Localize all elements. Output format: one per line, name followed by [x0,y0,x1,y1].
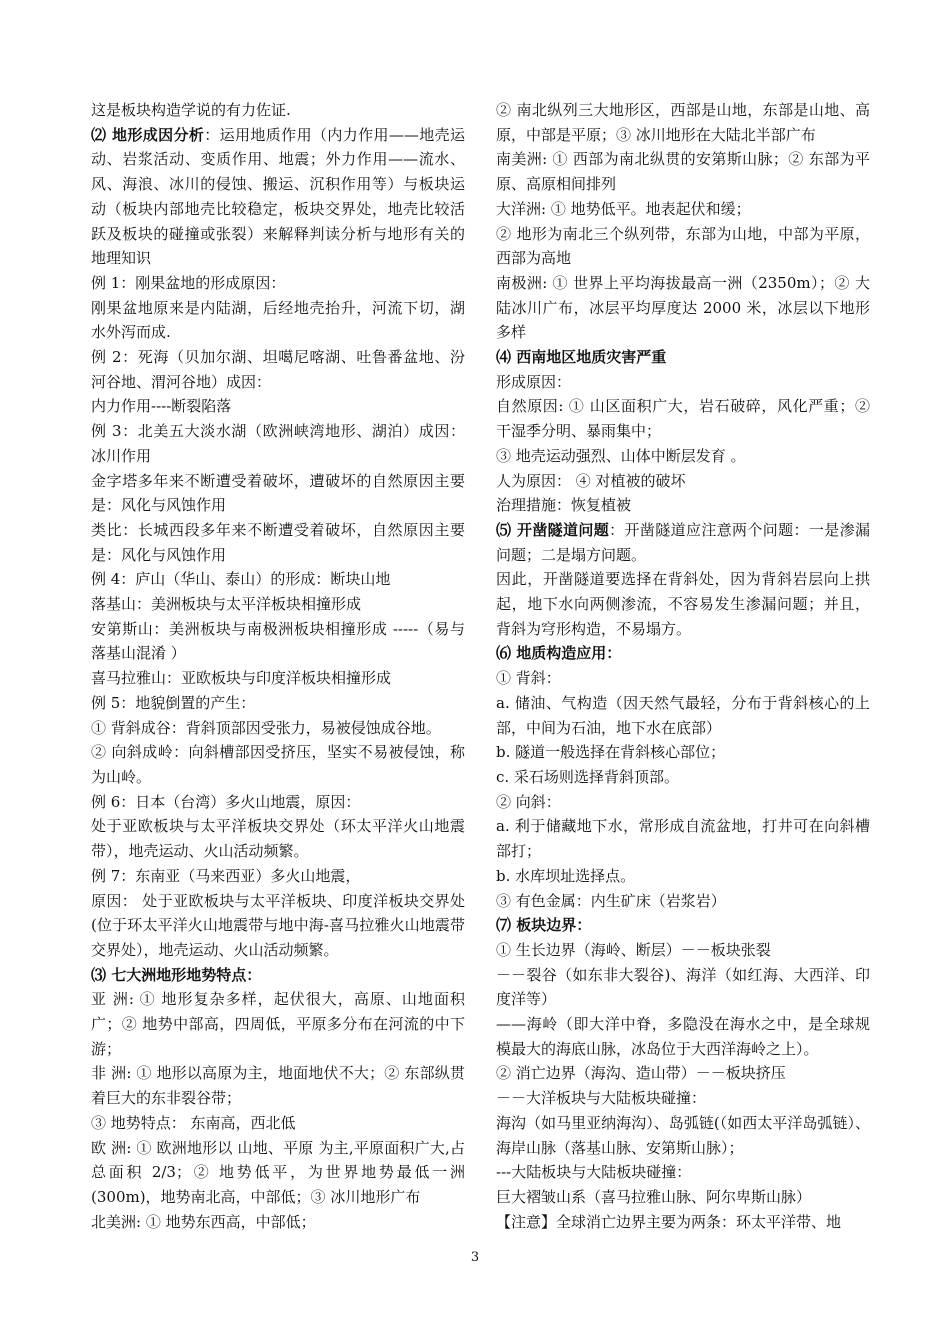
paragraph [91,98,465,123]
paragraph [91,691,465,716]
paragraph-text: 欧 洲: ① 欧洲地形以 山地、平原 为主,平原面积广大,占总面积 2/3；② 地势低平，为世界地势最低一洲(300m)，地势南北高，中部低；③ 冰川地形广布 [91,1138,465,1206]
paragraph [496,1086,870,1111]
paragraph [496,1061,870,1086]
paragraph-text: a. 利于储藏地下水，常形成自流盆地，打井可在向斜槽部打； [496,817,870,861]
paragraph-text: 【注意】全球消亡边界主要为两条：环太平洋带、地 [496,1212,842,1231]
paragraph-text: ② 向斜成岭：向斜槽部因受挤压，坚实不易被侵蚀，称为山岭。 [91,743,465,786]
paragraph-text: 南美洲: ① 西部为南北纵贯的安第斯山脉；② 东部为平原、高原相间排列 [496,150,870,194]
paragraph-text: 例 3：北美五大淡水湖（欧洲峡湾地形、湖泊）成因：冰川作用 [91,422,465,465]
paragraph [91,889,465,963]
paragraph [496,1160,870,1185]
paragraph-text: ：运用地质作用（内力作用——地壳运动、岩浆活动、变质作用、地震；外力作用——流水、风、海浪、冰川的侵蚀、搬运、沉积作用等）与板块运动（板块内部地壳比较稳定，板块交界处，地壳比较活跃及板块的碰撞或张裂）来解释判读分析与地形有关的地理知识 [91,125,465,268]
paragraph-text: 自然原因: ① 山区面积广大，岩石破碎，风化严重；② 干湿季分明、暴雨集中； [496,397,870,441]
paragraph-text: ② 地形为南北三个纵列带，东部为山地，中部为平原，西部为高地 [496,224,870,268]
paragraph-text: ① 背斜： [496,669,561,688]
paragraph-text: ---大陆板块与大陆板块碰撞： [496,1163,692,1182]
paragraph-text: a. 储油、气构造（因天然气最轻，分布于背斜核心的上部，中间为石油，地下水在底部） [496,693,870,737]
paragraph [91,864,465,889]
section-heading: ⑶ 七大洲地形地势特点： [91,965,262,984]
paragraph [496,370,870,395]
paragraph [496,1210,870,1235]
paragraph [496,271,870,345]
paragraph [496,765,870,790]
paragraph-text: 形成原因： [496,372,572,391]
paragraph-text: 内力作用----断裂陷落 [91,397,232,416]
paragraph [91,617,465,666]
paragraph [496,1111,870,1160]
paragraph [91,518,465,567]
section-paragraph [91,123,465,271]
paragraph-text: ② 南北纵列三大地形区，西部是山地，东部是山地、高原，中部是平原；③ 冰川地形在大陆北半部广布 [496,101,870,144]
paragraph [91,1061,465,1110]
paragraph-text: 喜马拉雅山：亚欧板块与印度洋板块相撞形成 [91,669,392,688]
paragraph-text: 大洋洲: ① 地势低平。地表起伏和缓； [496,199,751,218]
section-paragraph [496,641,870,666]
paragraph-text: 南极洲: ① 世界上平均海拔最高一洲（2350m）；② 大陆冰川广布，冰层平均厚度达 2000 米，冰层以下地形多样 [496,273,870,342]
paragraph [91,271,465,296]
paragraph-text: 人为原因： ④ 对植被的破坏 [496,471,686,490]
section-heading: ⑸ 开凿隧道问题 [496,520,610,539]
paragraph-text: 例 7：东南亚（马来西亚）多火山地震， [91,866,361,885]
paragraph [91,296,465,345]
paragraph [91,1111,465,1136]
paragraph-text: ：开凿隧道应注意两个问题：一是渗漏问题；二是塌方问题。 [496,520,870,564]
paragraph-text: 非 洲: ① 地形以高原为主，地面地伏不大；② 东部纵贯着巨大的东非裂谷带； [91,1064,465,1108]
paragraph-text: 安第斯山：美洲板块与南极洲板块相撞形成 -----（易与落基山混淆 ） [91,619,465,663]
paragraph-text: －－大洋板块与大陆板块碰撞： [496,1089,707,1108]
paragraph [496,691,870,740]
paragraph-text: 落基山：美洲板块与太平洋板块相撞形成 [91,595,362,614]
paragraph-text: 例 4：庐山（华山、泰山）的形成：断块山地 [91,570,391,589]
paragraph [91,592,465,617]
paragraph [496,864,870,889]
paragraph [91,987,465,1061]
page-number: 3 [470,1250,480,1265]
paragraph-text: ① 背斜成谷：背斜顶部因受张力，易被侵蚀成谷地。 [91,718,441,737]
paragraph-text: 治理措施：恢复植被 [496,496,632,515]
paragraph [496,493,870,518]
paragraph-text: 原因： 处于亚欧板块与太平洋板块、印度洋板块交界处(位于环太平洋火山地震带与地中海-喜马拉雅火山地震带交界处），地壳运动、火山活动频繁。 [91,891,465,959]
paragraph [496,394,870,443]
paragraph [91,716,465,741]
paragraph-text: 例 6：日本（台湾）多火山地震，原因： [91,792,361,811]
paragraph-text: b. 水库坝址选择点。 [496,866,636,885]
paragraph [496,740,870,765]
paragraph-text: 例 5：地貌倒置的产生： [91,693,256,712]
paragraph [91,345,465,394]
paragraph-text: ① 生长边界（海岭、断层）－－板块张裂 [496,940,771,959]
section-paragraph [496,345,870,370]
paragraph-text: 海沟（如马里亚纳海沟）、岛弧链(（如西太平洋岛弧链）、海岸山脉（落基山脉、安第斯山脉）； [496,1113,870,1157]
paragraph-text: 亚 洲: ① 地形复杂多样，起伏很大，高原、山地面积广；② 地势中部高，四周低，平原多分布在河流的中下游； [91,990,465,1058]
paragraph [496,567,870,641]
paragraph [496,444,870,469]
paragraph [91,1210,465,1235]
paragraph [496,889,870,914]
paragraph-text: ② 消亡边界（海沟、造山带）－－板块挤压 [496,1064,786,1083]
paragraph [496,938,870,963]
paragraph-text: b. 隧道一般选择在背斜核心部位； [496,743,726,762]
paragraph-text: ③ 地壳运动强烈、山体中断层发育 。 [496,446,746,465]
paragraph-text: c. 采石场则选择背斜顶部。 [496,767,679,786]
paragraph [496,790,870,815]
paragraph-text: ——海岭（即大洋中脊，多隐没在海水之中，是全球规模最大的海底山脉，冰岛位于大西洋海岭之上）。 [496,1015,870,1058]
paragraph-text: ③ 有色金属：内生矿床（岩浆岩） [496,891,726,910]
paragraph [91,419,465,468]
paragraph-text: 刚果盆地原来是内陆湖，后经地壳抬升，河流下切，湖水外泻而成. [91,298,465,342]
paragraph [496,1185,870,1210]
section-heading: ⑵ 地形成因分析 [91,125,205,144]
paragraph [496,222,870,271]
paragraph [91,814,465,863]
paragraph [91,666,465,691]
paragraph-text: ③ 地势特点： 东南高，西北低 [91,1113,296,1132]
paragraph-text: 类比：长城西段多年来不断遭受着破坏，自然原因主要是：风化与风蚀作用 [91,520,465,564]
paragraph-text: －－裂谷（如东非大裂谷)、海洋（如红海、大西洋、印度洋等） [496,965,870,1009]
paragraph-text: 处于亚欧板块与太平洋板块交界处（环太平洋火山地震带），地壳运动、火山活动频繁。 [91,817,465,861]
paragraph-text: 例 2：死海（贝加尔湖、坦噶尼喀湖、吐鲁番盆地、汾河谷地、渭河谷地）成因： [91,348,465,391]
paragraph-text: 这是板块构造学说的有力佐证. [91,101,291,119]
paragraph [496,814,870,863]
paragraph [496,666,870,691]
section-paragraph [496,913,870,938]
paragraph-text: 巨大褶皱山系（喜马拉雅山脉、阿尔卑斯山脉） [496,1187,812,1206]
paragraph [91,740,465,789]
section-heading: ⑺ 板块边界： [496,916,592,935]
paragraph [496,469,870,494]
paragraph [496,197,870,222]
section-heading: ⑷ 西南地区地质灾害严重 [496,348,667,367]
section-heading: ⑹ 地质构造应用： [496,644,622,663]
paragraph [496,1012,870,1061]
paragraph-text: 金字塔多年来不断遭受着破坏，遭破坏的自然原因主要是：风化与风蚀作用 [91,471,465,515]
paragraph [91,394,465,419]
section-paragraph [91,963,465,988]
left-text-column [91,98,465,1234]
paragraph [91,1136,465,1210]
paragraph-text: 例 1：刚果盆地的形成原因： [91,273,286,292]
right-text-column [496,98,870,1234]
paragraph [91,567,465,592]
paragraph [496,147,870,196]
paragraph [91,469,465,518]
paragraph [91,790,465,815]
paragraph [496,98,870,147]
paragraph-text: 因此，开凿隧道要选择在背斜处，因为背斜岩层向上拱起，地下水向两侧渗流，不容易发生渗漏问题；并且，背斜为穹形构造，不易塌方。 [496,570,870,638]
paragraph [496,963,870,1012]
paragraph-text: 北美洲: ① 地势东西高，中部低； [91,1212,316,1231]
paragraph-text: ② 向斜： [496,792,561,811]
section-paragraph [496,518,870,567]
